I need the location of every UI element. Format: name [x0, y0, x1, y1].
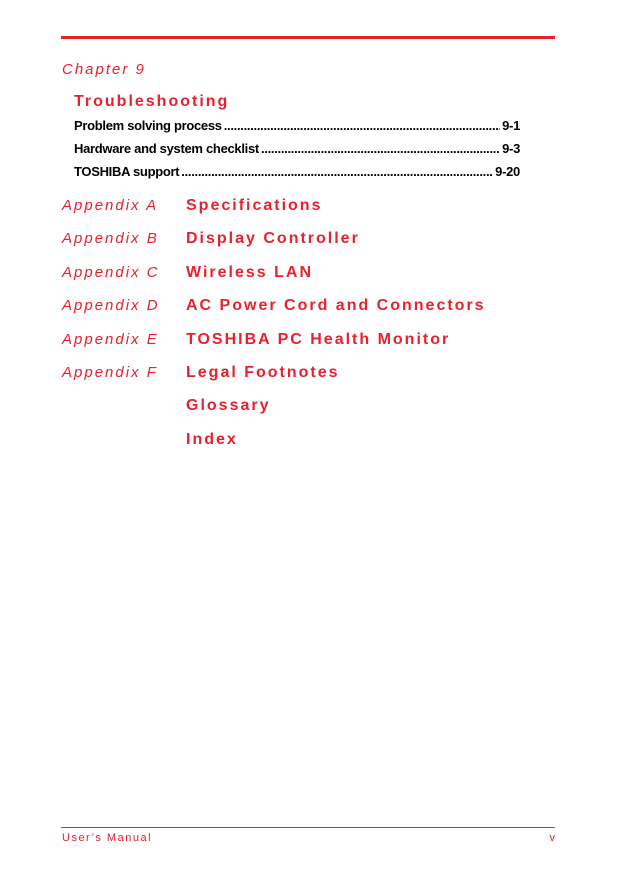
- chapter-entries: [74, 118, 520, 187]
- appendix-label: Appendix B: [62, 230, 159, 248]
- index-title: Index: [186, 430, 238, 448]
- appendix-title: Legal Footnotes: [186, 363, 340, 381]
- dot-leader: [224, 118, 500, 133]
- toc-entry-title: Hardware and system checklist: [74, 141, 259, 156]
- toc-entry[interactable]: [74, 118, 520, 141]
- toc-entry-page: 9-3: [502, 141, 520, 156]
- toc-entry-page: 9-1: [502, 118, 520, 133]
- appendix-list: [62, 197, 486, 464]
- toc-entry-title: TOSHIBA support: [74, 164, 180, 179]
- glossary-title: Glossary: [186, 397, 271, 415]
- glossary-row[interactable]: [62, 397, 486, 430]
- toc-entry[interactable]: [74, 164, 520, 187]
- toc-entry-page: 9-20: [495, 164, 520, 179]
- appendix-row[interactable]: [62, 264, 486, 297]
- dot-leader: [261, 141, 500, 156]
- footer-rule: [61, 827, 555, 828]
- appendix-title: TOSHIBA PC Health Monitor: [186, 330, 451, 348]
- chapter-title[interactable]: Troubleshooting: [74, 93, 230, 110]
- appendix-row[interactable]: [62, 331, 486, 364]
- appendix-title: Specifications: [186, 197, 323, 214]
- appendix-row[interactable]: [62, 197, 486, 230]
- footer-manual-label: User’s Manual: [62, 832, 153, 844]
- header-rule: [61, 36, 555, 39]
- appendix-row[interactable]: [62, 297, 486, 330]
- index-row[interactable]: [62, 431, 486, 464]
- toc-entry[interactable]: [74, 141, 520, 164]
- appendix-label: Appendix E: [62, 330, 159, 348]
- appendix-label: Appendix F: [62, 363, 158, 381]
- appendix-label: Appendix C: [62, 263, 160, 281]
- appendix-row[interactable]: [62, 364, 486, 397]
- toc-entry-title: Problem solving process: [74, 118, 222, 133]
- appendix-row[interactable]: [62, 230, 486, 263]
- appendix-title: AC Power Cord and Connectors: [186, 297, 486, 315]
- chapter-label: Chapter 9: [62, 61, 146, 78]
- appendix-label: Appendix D: [62, 297, 160, 315]
- appendix-label: Appendix A: [62, 197, 159, 214]
- appendix-title: Wireless LAN: [186, 263, 313, 281]
- footer-page-number: v: [549, 832, 555, 844]
- appendix-title: Display Controller: [186, 230, 360, 248]
- dot-leader: [181, 164, 493, 179]
